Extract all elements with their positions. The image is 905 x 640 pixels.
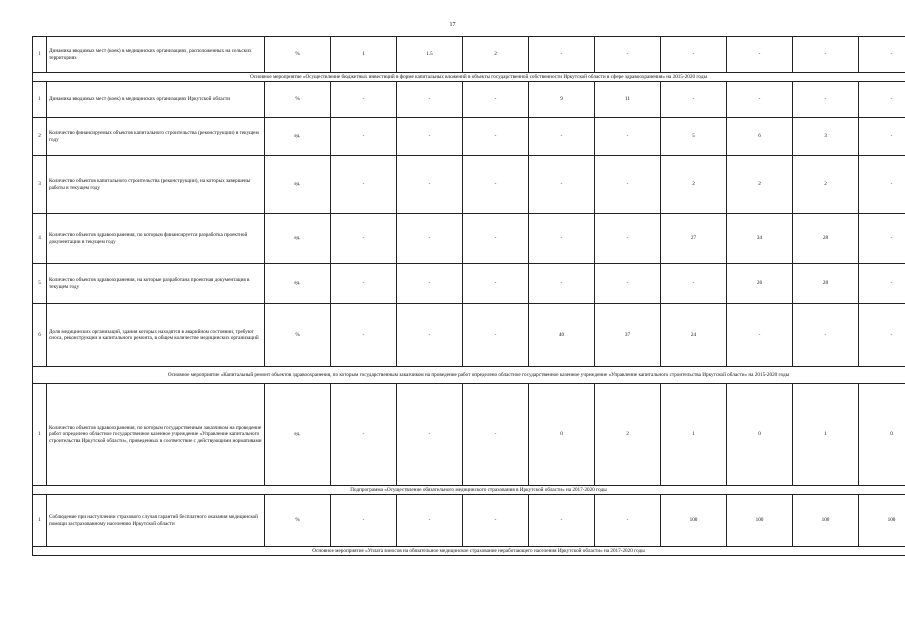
indicator-name: Количество объектов здравоохранения, на которые разработана проектная документация в текущем году [47, 264, 265, 304]
value-cell: 27 [661, 214, 727, 264]
value-cell: - [397, 118, 463, 156]
value-cell: - [397, 264, 463, 304]
value-cell: - [331, 304, 397, 367]
value-cell: - [859, 37, 905, 73]
value-cell: - [661, 37, 727, 73]
value-cell: - [595, 495, 661, 547]
value-cell: - [859, 82, 905, 118]
value-cell: - [397, 304, 463, 367]
value-cell: 28 [793, 214, 859, 264]
page-number: 17 [449, 22, 456, 28]
table-body [33, 37, 905, 556]
row-number: 5 [33, 264, 47, 304]
unit-cell: % [265, 304, 331, 367]
value-cell: - [859, 264, 905, 304]
value-cell: - [397, 82, 463, 118]
unit-cell: % [265, 82, 331, 118]
value-cell: - [793, 37, 859, 73]
indicator-name: Доля медицинских организаций, здания которых находятся в аварийном состоянии, требуют сноса, реконструкции и капитального ремонта, в общем количестве медицинских организаций [47, 304, 265, 367]
value-cell: - [331, 264, 397, 304]
value-cell: - [661, 264, 727, 304]
indicator-name: Динамика вводимых мест (коек) в медицинских организациях Иркутской области [47, 82, 265, 118]
section-title: Основное мероприятие «Капитальный ремонт объектов здравоохранения, по которым государственным заказчиком на проведение работ определено областное государственное казенное учреждение «Управление капитального строительства Иркутской области» на 2015-2020 годы [33, 367, 905, 384]
unit-cell: ед. [265, 214, 331, 264]
table-row [33, 37, 905, 73]
value-cell: - [727, 82, 793, 118]
value-cell: 37 [595, 304, 661, 367]
row-number: 6 [33, 304, 47, 367]
value-cell: - [463, 304, 529, 367]
table-row [33, 214, 905, 264]
value-cell: 100 [661, 495, 727, 547]
value-cell: - [529, 156, 595, 214]
value-cell: 2 [595, 384, 661, 486]
value-cell: - [331, 384, 397, 486]
value-cell: - [793, 82, 859, 118]
value-cell: - [463, 384, 529, 486]
indicator-name: Количество объектов здравоохранения, по которым государственным заказчиком на проведение работ определено областное государственное казенное учреждение «Управление капитального строительства Иркутской области», приведенных в соответствие с действующими нормативами [47, 384, 265, 486]
value-cell: - [331, 495, 397, 547]
row-number: 2 [33, 118, 47, 156]
value-cell: 9 [529, 82, 595, 118]
row-number: 1 [33, 384, 47, 486]
unit-cell: ед. [265, 384, 331, 486]
value-cell: - [331, 82, 397, 118]
value-cell: 2 [727, 156, 793, 214]
unit-cell: % [265, 495, 331, 547]
value-cell: - [727, 304, 793, 367]
value-cell: 2 [463, 37, 529, 73]
value-cell: 2 [661, 156, 727, 214]
value-cell: - [529, 37, 595, 73]
unit-cell: ед. [265, 118, 331, 156]
row-number: 4 [33, 214, 47, 264]
value-cell: - [859, 214, 905, 264]
value-cell: - [529, 214, 595, 264]
value-cell: 11 [595, 82, 661, 118]
value-cell: - [463, 264, 529, 304]
value-cell: 100 [727, 495, 793, 547]
value-cell: 0 [529, 384, 595, 486]
value-cell: 2 [793, 156, 859, 214]
value-cell: 1.5 [397, 37, 463, 73]
value-cell: - [595, 264, 661, 304]
value-cell: - [397, 495, 463, 547]
indicator-name: Количество финансируемых объектов капитального строительства (реконструкции) в текущем году [47, 118, 265, 156]
subprogram-title: Подпрограмма «Осуществление обязательного медицинского страхования в Иркутской области» на 2017-2020 годы [33, 486, 905, 495]
row-number: 3 [33, 156, 47, 214]
value-cell: - [595, 214, 661, 264]
value-cell: 1 [661, 384, 727, 486]
value-cell: - [595, 156, 661, 214]
value-cell: - [529, 264, 595, 304]
value-cell: - [463, 118, 529, 156]
value-cell: - [859, 156, 905, 214]
value-cell: - [331, 118, 397, 156]
value-cell: 6 [727, 118, 793, 156]
value-cell: 28 [793, 264, 859, 304]
indicator-name: Количество объектов капитального строительства (реконструкции), на которых завершены работы в текущем году [47, 156, 265, 214]
indicator-name: Динамика вводимых мест (коек) в медицинских организациях, расположенных на сельских территориях [47, 37, 265, 73]
value-cell: 0 [859, 384, 905, 486]
value-cell: - [595, 118, 661, 156]
value-cell: 26 [727, 264, 793, 304]
section-header-row [33, 73, 905, 82]
value-cell: 1 [331, 37, 397, 73]
indicator-name: Соблюдение при наступлении страхового случая гарантий бесплатного оказания медицинской помощи застрахованному населению Иркутской области [47, 495, 265, 547]
unit-cell: % [265, 37, 331, 73]
table-row [33, 304, 905, 367]
value-cell: - [859, 118, 905, 156]
value-cell: - [529, 118, 595, 156]
subprogram-header-row [33, 486, 905, 495]
table-row [33, 156, 905, 214]
value-cell: 100 [859, 495, 905, 547]
value-cell: - [793, 304, 859, 367]
value-cell: - [463, 214, 529, 264]
value-cell: - [859, 304, 905, 367]
unit-cell: ед. [265, 264, 331, 304]
section-title: Основное мероприятие «Уплата взносов на обязательное медицинское страхование неработающего населения Иркутской области» на 2017-2020 годы [33, 547, 905, 556]
unit-cell: ед. [265, 156, 331, 214]
table-row [33, 264, 905, 304]
row-number: 1 [33, 495, 47, 547]
indicator-name: Количество объектов здравоохранения, по которым финансируется разработка проектной документации в текущем году [47, 214, 265, 264]
value-cell: 0 [727, 384, 793, 486]
value-cell: 3 [793, 118, 859, 156]
value-cell: 40 [529, 304, 595, 367]
value-cell: - [397, 384, 463, 486]
value-cell: 5 [661, 118, 727, 156]
value-cell: - [397, 156, 463, 214]
value-cell: - [463, 156, 529, 214]
row-number: 1 [33, 82, 47, 118]
table-row [33, 82, 905, 118]
table-row [33, 118, 905, 156]
value-cell: - [397, 214, 463, 264]
value-cell: - [661, 82, 727, 118]
value-cell: 34 [727, 214, 793, 264]
value-cell: - [331, 214, 397, 264]
value-cell: - [331, 156, 397, 214]
value-cell: - [463, 82, 529, 118]
value-cell: - [595, 37, 661, 73]
value-cell: - [529, 495, 595, 547]
section-title: Основное мероприятие «Осуществление бюджетных инвестиций в форме капитальных вложений в объекты государственной собственности Иркутской области в сфере здравоохранения» на 2015-2020 годы [33, 73, 905, 82]
value-cell: - [463, 495, 529, 547]
row-number: 1 [33, 37, 47, 73]
table-row [33, 495, 905, 547]
section-header-row [33, 367, 905, 384]
value-cell: - [727, 37, 793, 73]
indicator-table [32, 36, 905, 556]
value-cell: 100 [793, 495, 859, 547]
table-row [33, 384, 905, 486]
value-cell: 1 [793, 384, 859, 486]
value-cell: 24 [661, 304, 727, 367]
section-header-row [33, 547, 905, 556]
